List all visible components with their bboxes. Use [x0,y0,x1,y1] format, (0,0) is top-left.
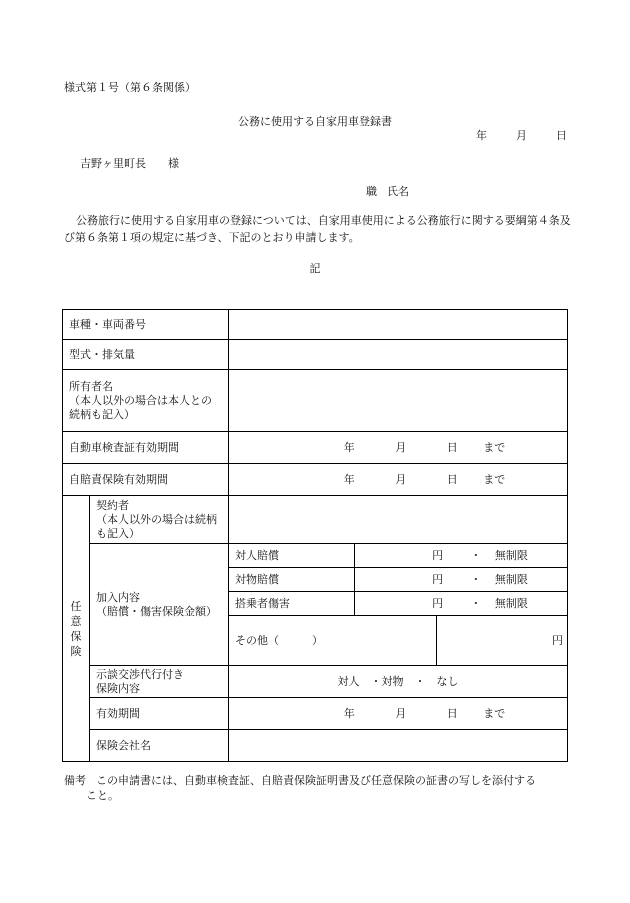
coverage-property-field[interactable] [355,568,568,592]
applicant-line [366,185,409,199]
applicant-name-label: 氏名 [387,185,409,198]
honorific: 様 [168,157,179,170]
liability-month: 月 [395,472,407,486]
remarks-label: 備考 [64,774,86,787]
contractor-label [90,496,229,544]
ki-heading: 記 [309,262,321,275]
owner-label [63,370,229,432]
contractor-title: 契約者 [96,498,129,512]
owner-title: 所有者名 [69,379,113,393]
date-line [476,129,567,143]
liability-year: 年 [343,472,355,486]
coverage-dot: ・ [470,572,482,586]
coverage-row-label: 対物賠償 [229,568,355,592]
coverage-unlimited: 無制限 [494,596,528,610]
date-year: 年 [476,129,487,142]
coverage-other-label: その他（ ） [229,616,437,666]
coverage-yen: 円 [432,596,444,610]
inspection-field[interactable] [229,432,568,464]
coverage-row-label: 搭乗者傷害 [229,592,355,616]
inspection-day: 日 [446,440,458,454]
liability-day: 日 [446,472,458,486]
coverage-other-yen[interactable]: 円 [437,616,568,666]
vehicle-type-label: 車種・車両番号 [63,310,229,340]
settlement-label [90,666,229,698]
liability-until: まで [483,472,506,486]
coverage-yen: 円 [432,548,444,562]
owner-field[interactable] [229,370,568,432]
coverage-unlimited: 無制限 [494,572,528,586]
row-settlement [63,666,568,698]
inspection-month: 月 [395,440,407,454]
vehicle-type-field[interactable] [229,310,568,340]
coverage-row-label: 対人賠償 [229,544,355,568]
inspection-year: 年 [343,440,355,454]
applicant-title-label: 職 [366,185,377,198]
registration-table [62,309,568,762]
valid-until: まで [483,706,506,720]
contractor-note: （本人以外の場合は続柄も記入） [96,512,217,540]
row-model [63,340,568,370]
coverage-passenger-field[interactable] [355,592,568,616]
insurer-field[interactable] [229,730,568,762]
valid-period-field[interactable] [229,698,568,730]
body-text: 公務旅行に使用する自家用車の登録については、自家用車使用による公務旅行に関する要綱第４条及び第６条第１項の規定に基づき、下記のとおり申請します。 [64,214,571,244]
model-field[interactable] [229,340,568,370]
valid-day: 日 [446,706,458,720]
row-inspection [63,432,568,464]
remarks-text-cont: こと。 [86,789,119,802]
optional-insurance-label: 任意保険 [63,496,90,762]
liability-field[interactable] [229,464,568,496]
inspection-label: 自動車検査証有効期間 [63,432,229,464]
row-contractor [63,496,568,544]
form-number: 様式第１号（第６条関係） [64,81,196,94]
row-insurer [63,730,568,762]
contractor-field[interactable] [229,496,568,544]
row-owner [63,370,568,432]
coverage-yen: 円 [432,572,444,586]
valid-period-label: 有効期間 [90,698,229,730]
settlement-title: 示談交渉代行付き [96,667,184,681]
coverage-label [90,544,229,666]
addressee [80,157,179,171]
liability-label: 自賠責保険有効期間 [63,464,229,496]
coverage-unlimited: 無制限 [494,548,528,562]
valid-year: 年 [343,706,355,720]
settlement-sub: 保険内容 [96,681,140,695]
date-month: 月 [516,129,527,142]
date-day: 日 [556,129,567,142]
inspection-until: まで [483,440,506,454]
row-vehicle-type [63,310,568,340]
row-coverage-personal [63,544,568,568]
coverage-note: （賠償・傷害保険金額） [96,604,217,618]
insurer-label: 保険会社名 [90,730,229,762]
remarks [64,773,574,803]
remarks-text: この申請書には、自動車検査証、自賠責保険証明書及び任意保険の証書の写しを添付する [96,774,536,787]
owner-note: （本人以外の場合は本人との続柄も記入） [69,393,212,421]
model-label: 型式・排気量 [63,340,229,370]
settlement-options[interactable]: 対人 ・対物 ・ なし [229,666,568,698]
document-title: 公務に使用する自家用車登録書 [238,115,392,128]
coverage-dot: ・ [470,548,482,562]
coverage-dot: ・ [470,596,482,610]
valid-month: 月 [395,706,407,720]
addressee-name: 吉野ヶ里町長 [80,157,146,170]
coverage-title: 加入内容 [96,590,140,604]
row-liability [63,464,568,496]
row-valid-period [63,698,568,730]
coverage-personal-field[interactable] [355,544,568,568]
